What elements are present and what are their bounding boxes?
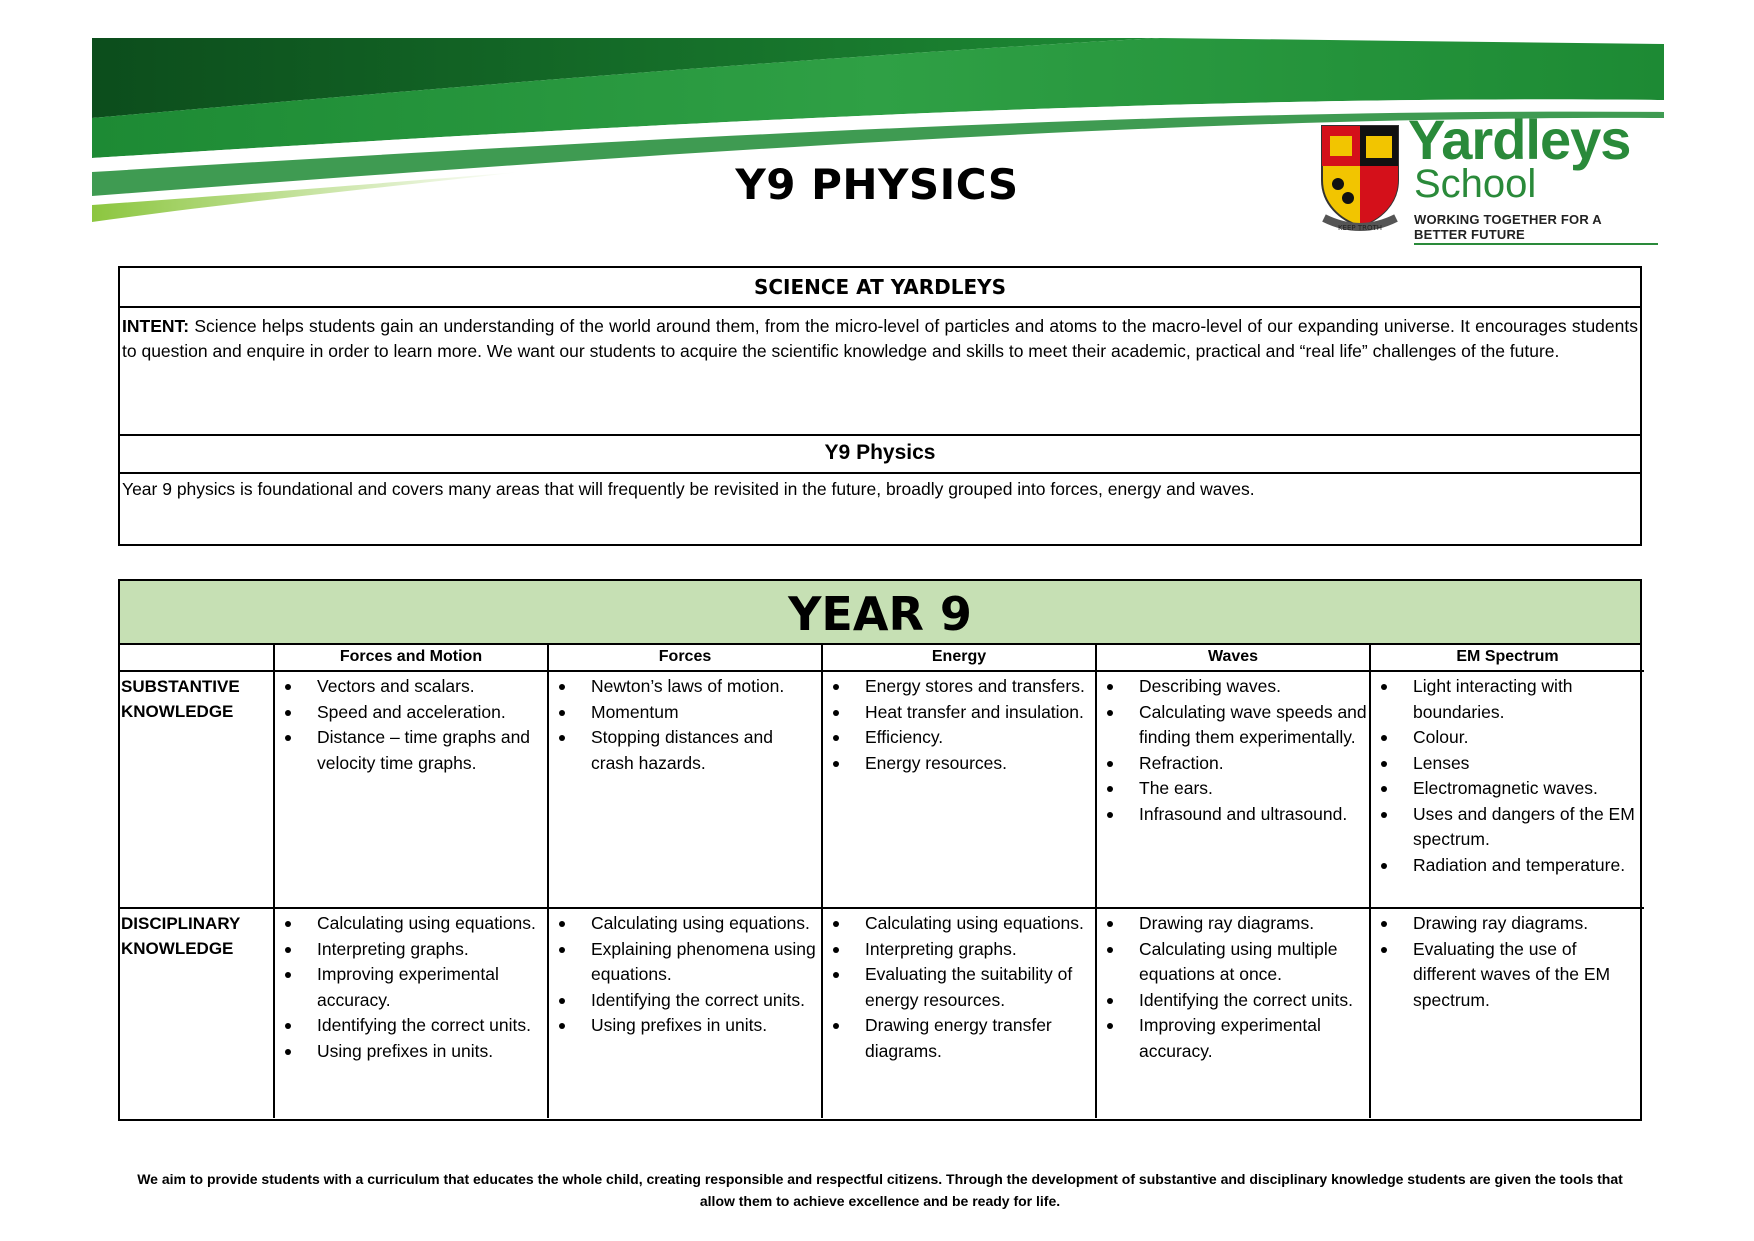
list-item: Light interacting with boundaries. [1371,674,1642,725]
subject-heading: Y9 Physics [120,436,1640,474]
bullet-list [549,911,819,1039]
list-item: Explaining phenomena using equations. [549,937,819,988]
list-item: Evaluating the suitability of energy resources. [823,962,1093,1013]
list-item: Energy resources. [823,751,1093,777]
subject-description: Year 9 physics is foundational and covers many areas that will frequently be revisited in the future, broadly grouped into forces, energy and waves. [122,479,1255,499]
list-item: Efficiency. [823,725,1093,751]
list-item: Drawing energy transfer diagrams. [823,1013,1093,1064]
table-row [120,908,1644,1118]
bullet-list [823,674,1093,776]
table-cell [274,908,548,1118]
svg-text:KEEP TROTH: KEEP TROTH [1337,224,1383,232]
curriculum-table [120,645,1644,1118]
list-item: Identifying the correct units. [549,988,819,1014]
year-title: YEAR 9 [120,581,1640,645]
list-item: Calculating using equations. [549,911,819,937]
list-item: Calculating wave speeds and finding them experimentally. [1097,700,1367,751]
bullet-list [275,911,545,1064]
intent-label: INTENT: [122,316,190,336]
footer-statement: We aim to provide students with a curriculum that educates the whole child, creating responsible and respectful citizens. Through the development of substantive and disciplinary knowledge students are given the tools that allow them to achieve excellence and be ready for life. [137,1171,1623,1209]
bullet-list [549,674,819,776]
school-crest-icon [1318,122,1402,232]
table-cell [822,908,1096,1118]
list-item: Refraction. [1097,751,1367,777]
list-item: Vectors and scalars. [275,674,545,700]
logo-name: Yardleys [1408,108,1631,171]
year-curriculum-box [118,579,1642,1121]
list-item: Momentum [549,700,819,726]
list-item: Interpreting graphs. [823,937,1093,963]
table-header-row [120,645,1644,671]
school-logo [1318,108,1658,242]
row-label: DISCIPLINARY KNOWLEDGE [120,908,274,1118]
list-item: Calculating using equations. [823,911,1093,937]
list-item: Using prefixes in units. [275,1039,545,1065]
list-item: Speed and acceleration. [275,700,545,726]
table-cell [1370,671,1644,908]
table-cell [548,908,822,1118]
list-item: Electromagnetic waves. [1371,776,1642,802]
intent-text: Science helps students gain an understanding of the world around them, from the micro-level of particles and atoms to the macro-level of our expanding universe. It encourages students to question and enquire in order to learn more. We want our students to acquire the scientific knowledge and skills to meet their academic, practical and “real life” challenges of the future. [122,316,1638,361]
table-cell [1370,908,1644,1118]
column-header: Forces [548,645,822,671]
page-title: Y9 PHYSICS [735,160,1019,209]
list-item: Evaluating the use of different waves of the EM spectrum. [1371,937,1642,1014]
list-item: Stopping distances and crash hazards. [549,725,819,776]
table-cell [1096,908,1370,1118]
list-item: Calculating using equations. [275,911,545,937]
bullet-list [275,674,545,776]
science-intro-box [118,266,1642,546]
list-item: Infrasound and ultrasound. [1097,802,1367,828]
logo-tagline: WORKING TOGETHER FOR A BETTER FUTURE [1414,212,1658,245]
list-item: Drawing ray diagrams. [1097,911,1367,937]
bullet-list [1097,674,1367,827]
section-heading: SCIENCE AT YARDLEYS [120,268,1640,308]
column-header: Waves [1096,645,1370,671]
list-item: Newton’s laws of motion. [549,674,819,700]
column-header: Forces and Motion [274,645,548,671]
table-cell [822,671,1096,908]
list-item: The ears. [1097,776,1367,802]
list-item: Radiation and temperature. [1371,853,1642,879]
bullet-list [1371,911,1642,1013]
list-item: Calculating using multiple equations at once. [1097,937,1367,988]
list-item: Drawing ray diagrams. [1371,911,1642,937]
logo-school: School [1414,162,1537,206]
table-cell [548,671,822,908]
list-item: Energy stores and transfers. [823,674,1093,700]
intent-paragraph [120,308,1640,436]
table-row [120,671,1644,908]
bullet-list [1371,674,1642,878]
list-item: Using prefixes in units. [549,1013,819,1039]
list-item: Improving experimental accuracy. [275,962,545,1013]
list-item: Interpreting graphs. [275,937,545,963]
list-item: Improving experimental accuracy. [1097,1013,1367,1064]
list-item: Identifying the correct units. [1097,988,1367,1014]
list-item: Describing waves. [1097,674,1367,700]
column-header [120,645,274,671]
list-item: Heat transfer and insulation. [823,700,1093,726]
bullet-list [823,911,1093,1064]
table-cell [1096,671,1370,908]
bullet-list [1097,911,1367,1064]
column-header: Energy [822,645,1096,671]
list-item: Uses and dangers of the EM spectrum. [1371,802,1642,853]
list-item: Lenses [1371,751,1642,777]
list-item: Identifying the correct units. [275,1013,545,1039]
list-item: Distance – time graphs and velocity time graphs. [275,725,545,776]
column-header: EM Spectrum [1370,645,1644,671]
table-cell [274,671,548,908]
row-label: SUBSTANTIVE KNOWLEDGE [120,671,274,908]
list-item: Colour. [1371,725,1642,751]
